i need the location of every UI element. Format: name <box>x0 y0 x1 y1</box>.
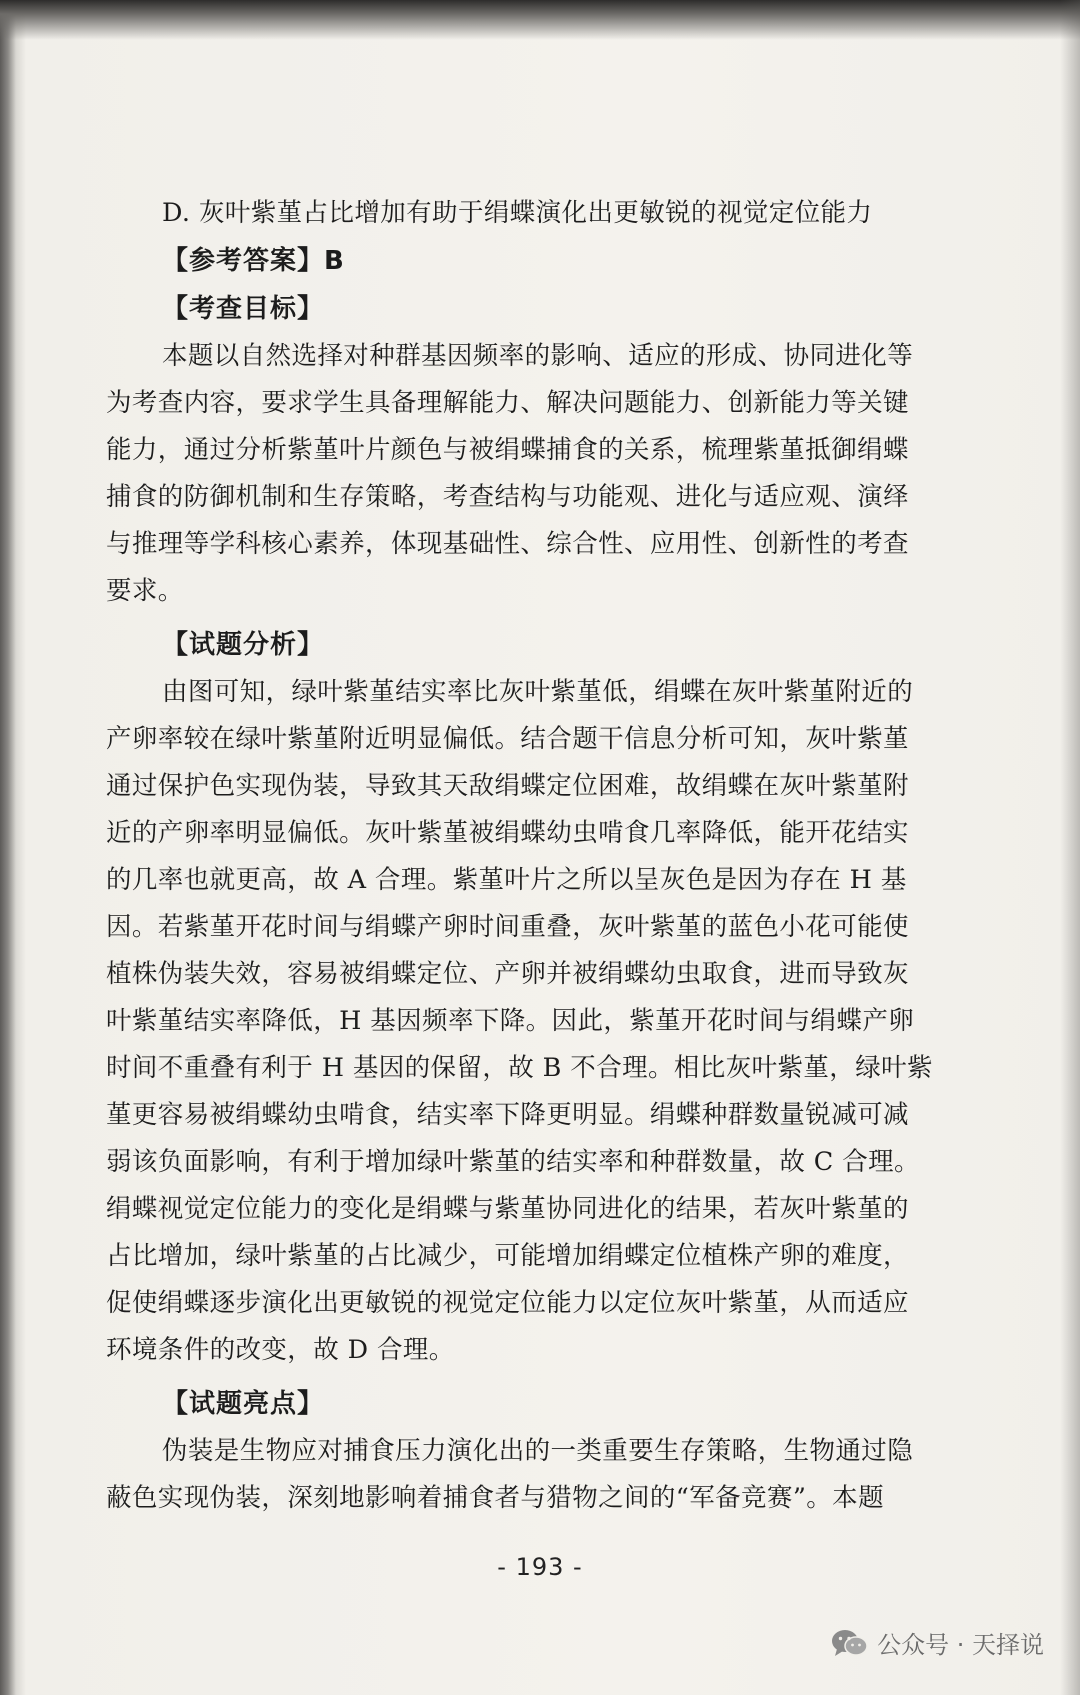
analysis-line: 叶紫堇结实率降低，H 基因频率下降。因此，紫堇开花时间与绢蝶产卵 <box>106 1006 915 1036</box>
watermark <box>829 1625 1044 1660</box>
page-number: - 193 - <box>497 1553 583 1581</box>
page-content <box>106 190 933 1522</box>
objective-line: 与推理等学科核心素养，体现基础性、综合性、应用性、创新性的考查 <box>106 529 909 559</box>
option-d: D. 灰叶紫堇占比增加有助于绢蝶演化出更敏锐的视觉定位能力 <box>162 198 873 228</box>
analysis-line: 堇更容易被绢蝶幼虫啃食，结实率下降更明显。绢蝶种群数量锐减可减 <box>106 1100 909 1130</box>
objective-heading: 【考查目标】 <box>162 294 325 324</box>
analysis-heading: 【试题分析】 <box>162 630 325 660</box>
analysis-line: 通过保护色实现伪装，导致其天敌绢蝶定位困难，故绢蝶在灰叶紫堇附 <box>106 771 909 801</box>
answer-heading: 【参考答案】B <box>162 246 345 276</box>
analysis-line: 时间不重叠有利于 H 基因的保留，故 B 不合理。相比灰叶紫堇，绿叶紫 <box>106 1053 933 1083</box>
wechat-icon <box>829 1627 869 1659</box>
analysis-line: 占比增加，绿叶紫堇的占比减少，可能增加绢蝶定位植株产卵的难度， <box>106 1241 909 1271</box>
objective-line: 捕食的防御机制和生存策略，考查结构与功能观、进化与适应观、演绎 <box>106 482 909 512</box>
analysis-line: 由图可知，绿叶紫堇结实率比灰叶紫堇低，绢蝶在灰叶紫堇附近的 <box>162 677 914 707</box>
analysis-line: 弱该负面影响，有利于增加绿叶紫堇的结实率和种群数量，故 C 合理。 <box>106 1147 920 1177</box>
objective-line: 能力，通过分析紫堇叶片颜色与被绢蝶捕食的关系，梳理紫堇抵御绢蝶 <box>106 435 909 465</box>
analysis-line: 产卵率较在绿叶紫堇附近明显偏低。结合题干信息分析可知，灰叶紫堇 <box>106 724 909 754</box>
analysis-line: 近的产卵率明显偏低。灰叶紫堇被绢蝶幼虫啃食几率降低，能开花结实 <box>106 818 909 848</box>
objective-line: 本题以自然选择对种群基因频率的影响、适应的形成、协同进化等 <box>162 341 914 371</box>
objective-line: 为考查内容，要求学生具备理解能力、解决问题能力、创新能力等关键 <box>106 388 909 418</box>
highlight-heading: 【试题亮点】 <box>162 1389 325 1419</box>
watermark-text: 公众号 · 天择说 <box>877 1631 1044 1659</box>
analysis-line: 植株伪装失效，容易被绢蝶定位、产卵并被绢蝶幼虫取食，进而导致灰 <box>106 959 909 989</box>
analysis-line: 的几率也就更高，故 A 合理。紫堇叶片之所以呈灰色是因为存在 H 基 <box>106 865 907 895</box>
analysis-line: 绢蝶视觉定位能力的变化是绢蝶与紫堇协同进化的结果，若灰叶紫堇的 <box>106 1194 909 1224</box>
analysis-line: 环境条件的改变，故 D 合理。 <box>106 1335 455 1365</box>
analysis-line: 因。若紫堇开花时间与绢蝶产卵时间重叠，灰叶紫堇的蓝色小花可能使 <box>106 912 909 942</box>
analysis-line: 促使绢蝶逐步演化出更敏锐的视觉定位能力以定位灰叶紫堇，从而适应 <box>106 1288 909 1318</box>
highlight-line: 伪装是生物应对捕食压力演化出的一类重要生存策略，生物通过隐 <box>162 1436 914 1466</box>
objective-line: 要求。 <box>106 576 184 606</box>
highlight-line: 蔽色实现伪装，深刻地影响着捕食者与猎物之间的“军备竞赛”。本题 <box>106 1483 884 1513</box>
